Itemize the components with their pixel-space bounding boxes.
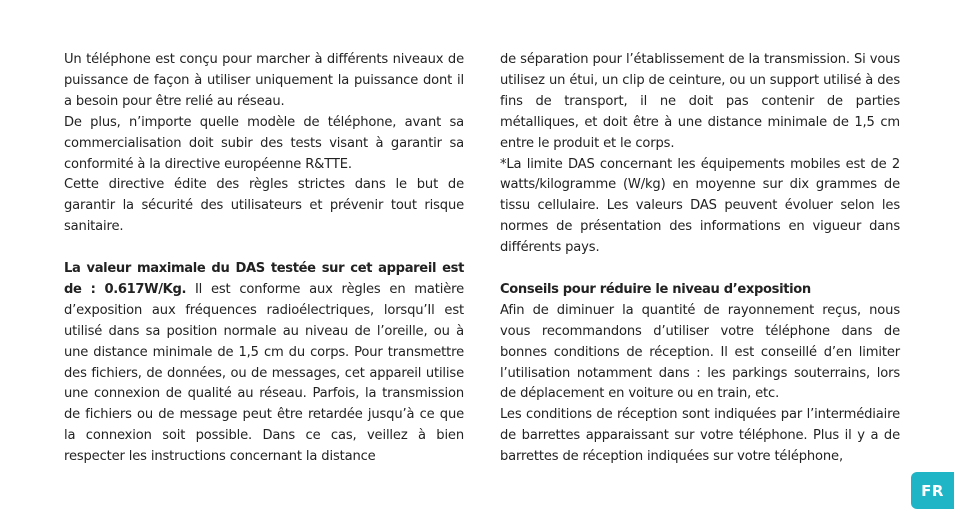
advice-heading bbox=[500, 280, 900, 301]
language-badge-label: FR bbox=[921, 481, 944, 500]
left-column bbox=[64, 50, 464, 468]
safety-paragraph: Cette directive édite des règles strictes dans le but de garantir la sécurité des utilisateurs et prévenir tout risque sanitaire. bbox=[64, 177, 464, 235]
das-text: Il est conforme aux règles en matière d’exposition aux fréquences radioélectriques, lorsqu’Il est utilisé dans sa position normale au niveau de l’oreille, ou à une distance minimale de 1,5 cm du corps. Pour transmettre des fichiers, de données, ou de messages, cet appareil utilise une connexion de qualité au réseau. Parfois, la transmission de fichiers ou de message peut être retardée jusqu’à ce que la connexion soit possible. Dans ce cas, veillez à bien respecter les instructions concernant la distance bbox=[64, 281, 465, 465]
reception-paragraph: Afin de diminuer la quantité de rayonnement reçus, nous vous recommandons d’utiliser votre téléphone dans de bonnes conditions de réception. Il est conseillé d’en limiter l’utilisation notamment dans : les parkings souterrains, lors de déplacement en voiture ou en train, etc. bbox=[500, 302, 900, 402]
signal-bars-paragraph: Les conditions de réception sont indiquées par l’intermédiaire de barrettes apparaissant sur votre téléphone. Plus il y a de barrettes de réception indiquées sur votre téléphone, bbox=[500, 407, 900, 465]
separation-paragraph: de séparation pour l’établissement de la transmission. Si vous utilisez un étui, un clip de ceinture, ou un support utilisé à des fins de transport, il ne doit pas contenir de parties métalliques, et doit être à une distance minimale de 1,5 cm entre le produit et le corps. bbox=[500, 52, 900, 151]
advice-heading-text: Conseils pour réduire le niveau d’exposition bbox=[500, 281, 811, 297]
das-paragraph bbox=[64, 259, 464, 468]
intro-paragraph: Un téléphone est conçu pour marcher à différents niveaux de puissance de façon à utiliser uniquement la puissance dont il a besoin pour être relié au réseau. bbox=[64, 52, 464, 109]
directive-paragraph: De plus, n’importe quelle modèle de téléphone, avant sa commercialisation doit subir des tests visant à garantir sa conformité à la directive européenne R&TTE. bbox=[64, 114, 464, 172]
das-heading: La valeur maximale du DAS testée sur cet appareil est de : 0.617W/Kg. bbox=[64, 261, 464, 297]
language-badge bbox=[911, 472, 954, 509]
das-limit-paragraph: *La limite DAS concernant les équipements mobiles est de 2 watts/kilogramme (W/kg) en moyenne sur dix grammes de tissu cellulaire. Les valeurs DAS peuvent évoluer selon les normes de présentation des informations en vigueur dans différents pays. bbox=[500, 156, 900, 256]
right-column bbox=[500, 50, 900, 468]
